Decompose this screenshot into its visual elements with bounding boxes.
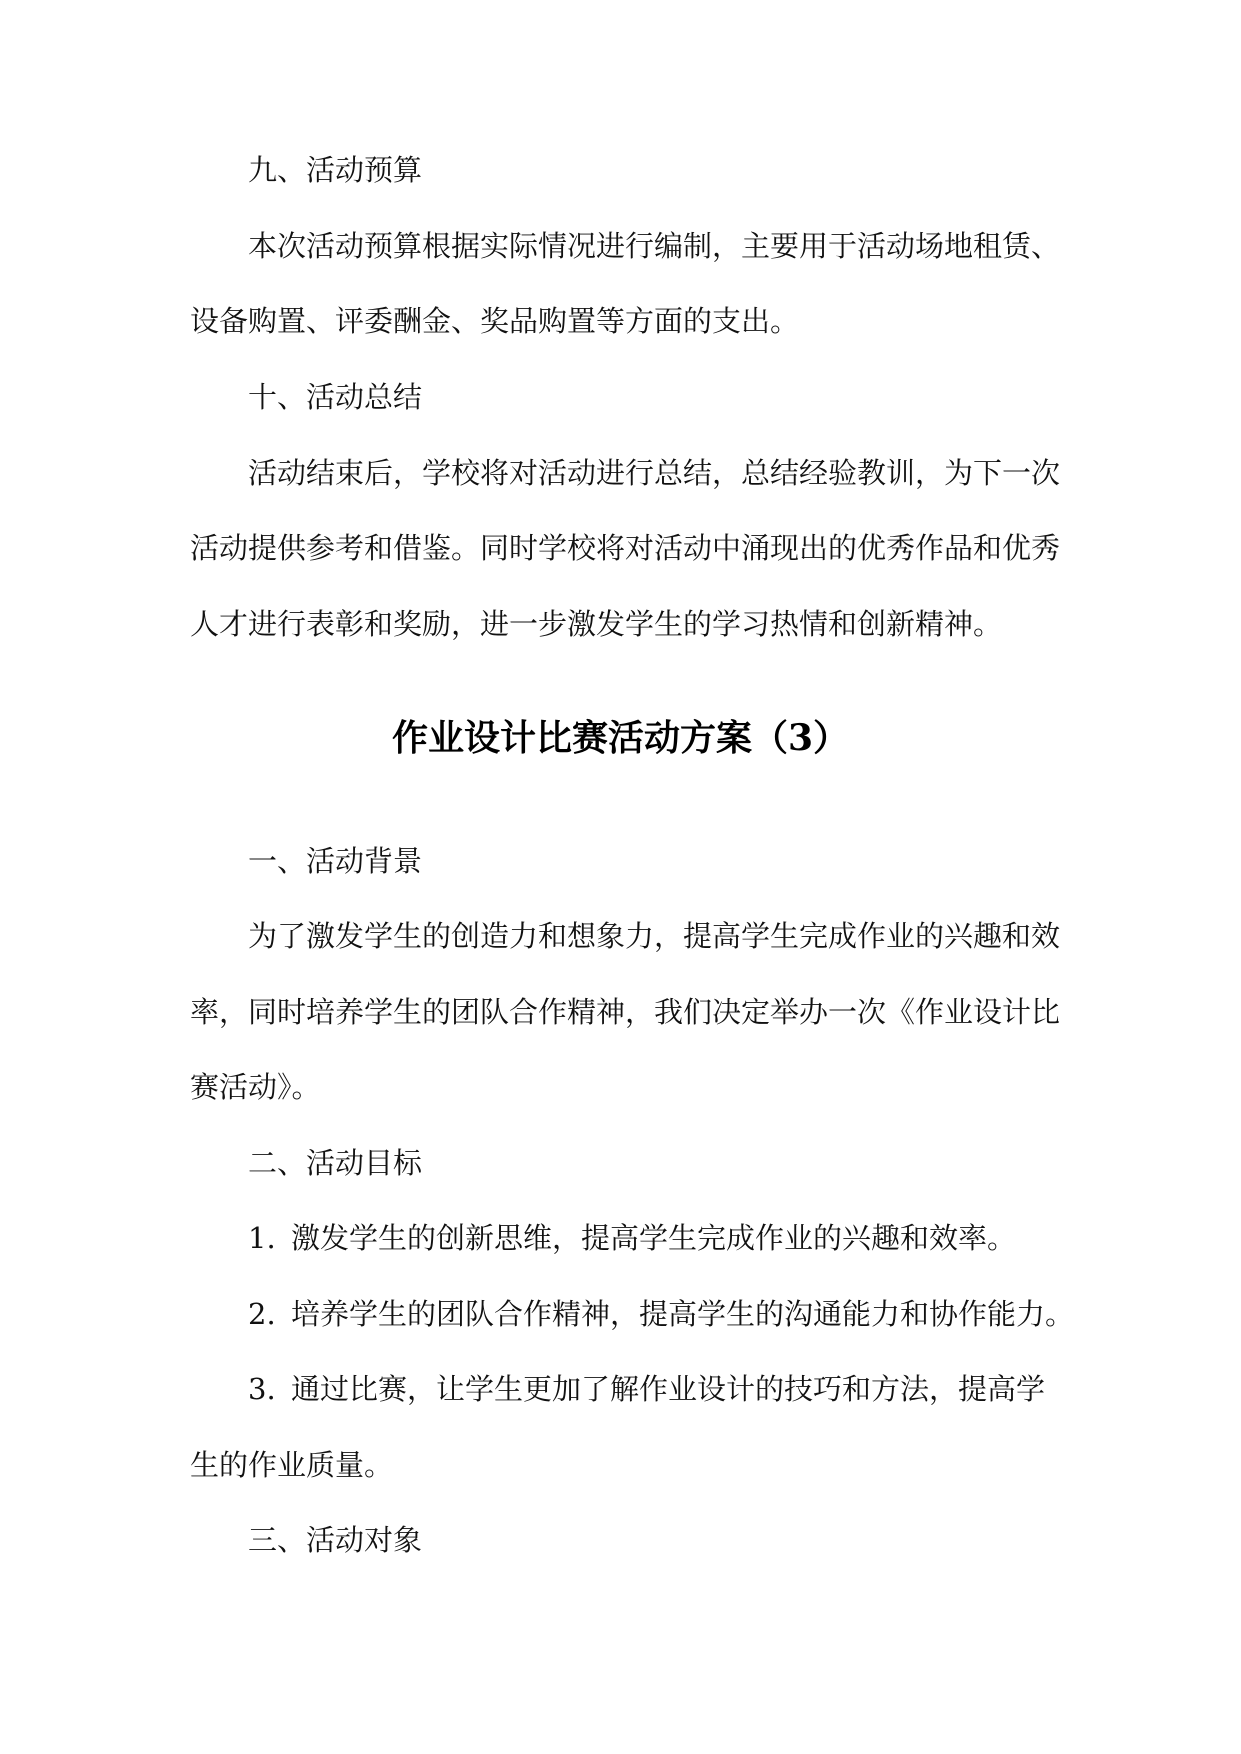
paragraph-line: 率，同时培养学生的团队合作精神，我们决定举办一次《作业设计比 bbox=[190, 995, 1061, 1029]
paragraph-line: 设备购置、评委酬金、奖品购置等方面的支出。 bbox=[190, 304, 800, 338]
paragraph-line: 活动结束后，学校将对活动进行总结，总结经验教训，为下一次 bbox=[248, 456, 1061, 490]
paragraph-line: 赛活动》。 bbox=[190, 1070, 321, 1104]
section-heading-summary: 十、活动总结 bbox=[248, 380, 423, 414]
list-item-text: 激发学生的创新思维，提高学生完成作业的兴趣和效率。 bbox=[291, 1221, 1017, 1255]
paragraph-line: 活动提供参考和借鉴。同时学校将对活动中涌现出的优秀作品和优秀 bbox=[190, 531, 1061, 565]
paragraph-line: 本次活动预算根据实际情况进行编制，主要用于活动场地租赁、 bbox=[248, 229, 1061, 263]
section-heading-goals: 二、活动目标 bbox=[248, 1146, 423, 1180]
list-item-text: 培养学生的团队合作精神，提高学生的沟通能力和协作能力。 bbox=[291, 1297, 1075, 1331]
list-item-text: 通过比赛，让学生更加了解作业设计的技巧和方法，提高学 bbox=[291, 1372, 1046, 1406]
section-heading-audience: 三、活动对象 bbox=[248, 1523, 423, 1557]
list-item-number: 1. bbox=[248, 1221, 276, 1255]
section-heading-budget: 九、活动预算 bbox=[248, 153, 423, 187]
list-item-text: 生的作业质量。 bbox=[190, 1448, 394, 1482]
list-item-number: 2. bbox=[248, 1297, 276, 1331]
section-heading-background: 一、活动背景 bbox=[248, 844, 423, 878]
paragraph-line: 人才进行表彰和奖励，进一步激发学生的学习热情和创新精神。 bbox=[190, 607, 1003, 641]
paragraph-line: 为了激发学生的创造力和想象力，提高学生完成作业的兴趣和效 bbox=[248, 919, 1061, 953]
list-item-number: 3. bbox=[248, 1372, 276, 1406]
document-title: 作业设计比赛活动方案（3） bbox=[391, 717, 850, 759]
